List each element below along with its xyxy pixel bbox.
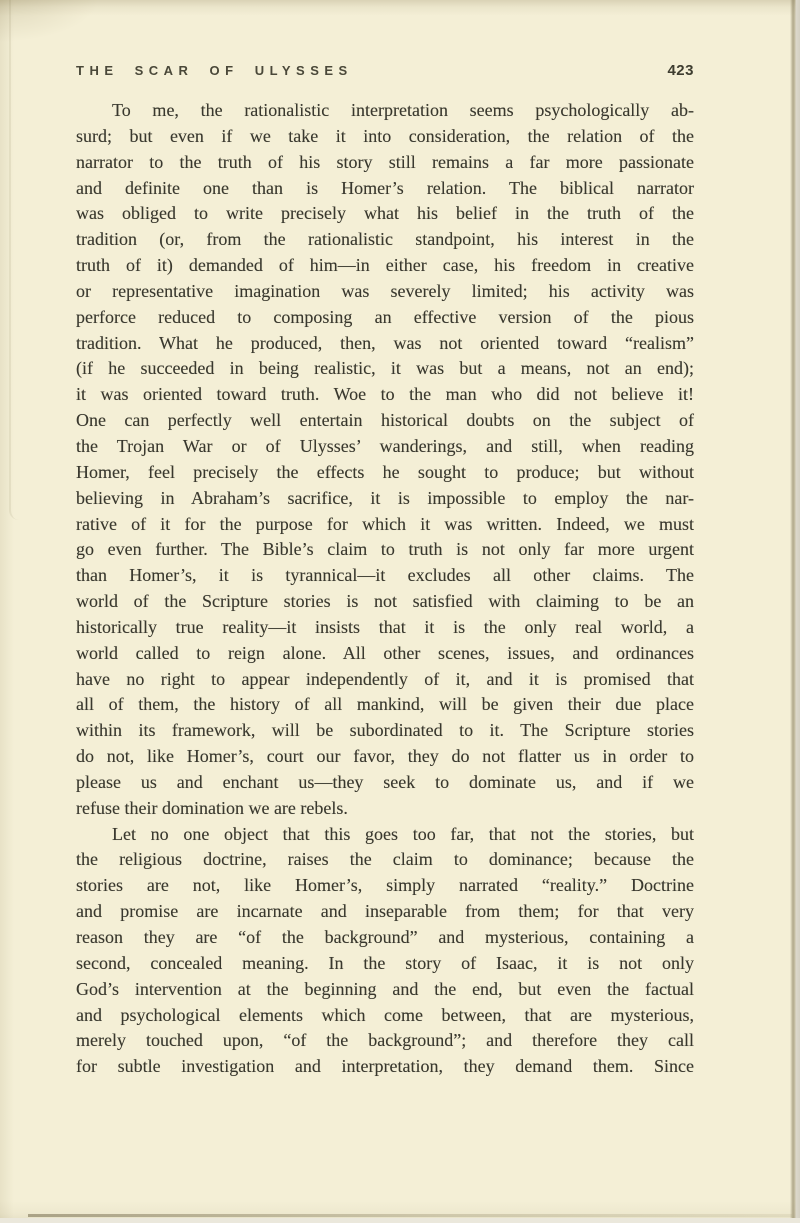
text-line: (if he succeeded in being realistic, it was but a means, not an end); [76,358,694,379]
paragraph [76,98,694,822]
paragraph [76,822,694,1080]
page-body [76,98,694,1080]
text-line: tradition. What he produced, then, was not oriented toward “realism” [76,332,694,353]
page-number: 423 [667,62,694,79]
scan-bottom-edge-shadow [28,1214,792,1217]
text-line: world called to reign alone. All other scenes, issues, and ordinances [76,642,694,663]
text-line: refuse their domination we are rebels. [76,797,348,818]
text-line: and psychological elements which come between, that are mysterious, [76,1004,694,1025]
text-line: second, concealed meaning. In the story of Isaac, it is not only [76,952,694,973]
text-line: do not, like Homer’s, court our favor, they do not flatter us in order to [76,746,694,767]
chapter-title: THE SCAR OF ULYSSES [76,63,353,78]
text-line: world of the Scripture stories is not satisfied with claiming to be an [76,591,694,612]
text-line: it was oriented toward truth. Woe to the man who did not believe it! [76,384,694,405]
text-line: for subtle investigation and interpretation, they demand them. Since [76,1056,694,1077]
text-line: stories are not, like Homer’s, simply narrated “reality.” Doctrine [76,875,694,896]
text-line: within its framework, will be subordinated to it. The Scripture stories [76,720,694,741]
text-line: have no right to appear independently of it, and it is promised that [76,668,694,689]
text-line: surd; but even if we take it into consideration, the relation of the [76,125,694,146]
text-line: believing in Abraham’s sacrifice, it is impossible to employ the nar- [76,487,694,508]
text-line: merely touched upon, “of the background”; and therefore they call [76,1030,694,1051]
text-line: tradition (or, from the rationalistic standpoint, his interest in the [76,229,694,250]
text-line: narrator to the truth of his story still remains a far more passionate [76,151,694,172]
text-line: the Trojan War or of Ulysses’ wanderings, and still, when reading [76,435,694,456]
text-line: and definite one than is Homer’s relation. The biblical narrator [76,177,694,198]
text-line: God’s intervention at the beginning and the end, but even the factual [76,978,694,999]
text-line: or representative imagination was severely limited; his activity was [76,280,694,301]
text-line: go even further. The Bible’s claim to truth is not only far more urgent [76,539,694,560]
text-line: Let no one object that this goes too far, that not the stories, but [112,823,694,844]
text-line: To me, the rationalistic interpretation seems psychologically ab- [112,100,694,120]
text-line: Homer, feel precisely the effects he sought to produce; but without [76,461,694,482]
page-curve-shadow [9,0,19,520]
text-line: all of them, the history of all mankind, will be given their due place [76,694,694,715]
text-line: please us and enchant us—they seek to dominate us, and if we [76,771,694,792]
running-header [76,62,694,79]
text-line: and promise are incarnate and inseparable from them; for that very [76,901,694,922]
scan-bottom-edge [0,1218,800,1223]
scan-right-edge [790,0,800,1223]
text-line: reason they are “of the background” and mysterious, containing a [76,927,694,947]
text-line: truth of it) demanded of him—in either case, his freedom in creative [76,255,694,276]
text-line: the religious doctrine, raises the claim to dominance; because the [76,849,694,870]
text-line: than Homer’s, it is tyrannical—it excludes all other claims. The [76,565,694,586]
text-line: historically true reality—it insists that it is the only real world, a [76,616,694,637]
text-line: rative of it for the purpose for which it was written. Indeed, we must [76,513,694,534]
text-line: was obliged to write precisely what his belief in the truth of the [76,203,694,224]
text-line: perforce reduced to composing an effective version of the pious [76,306,694,327]
text-line: One can perfectly well entertain historical doubts on the subject of [76,410,694,431]
